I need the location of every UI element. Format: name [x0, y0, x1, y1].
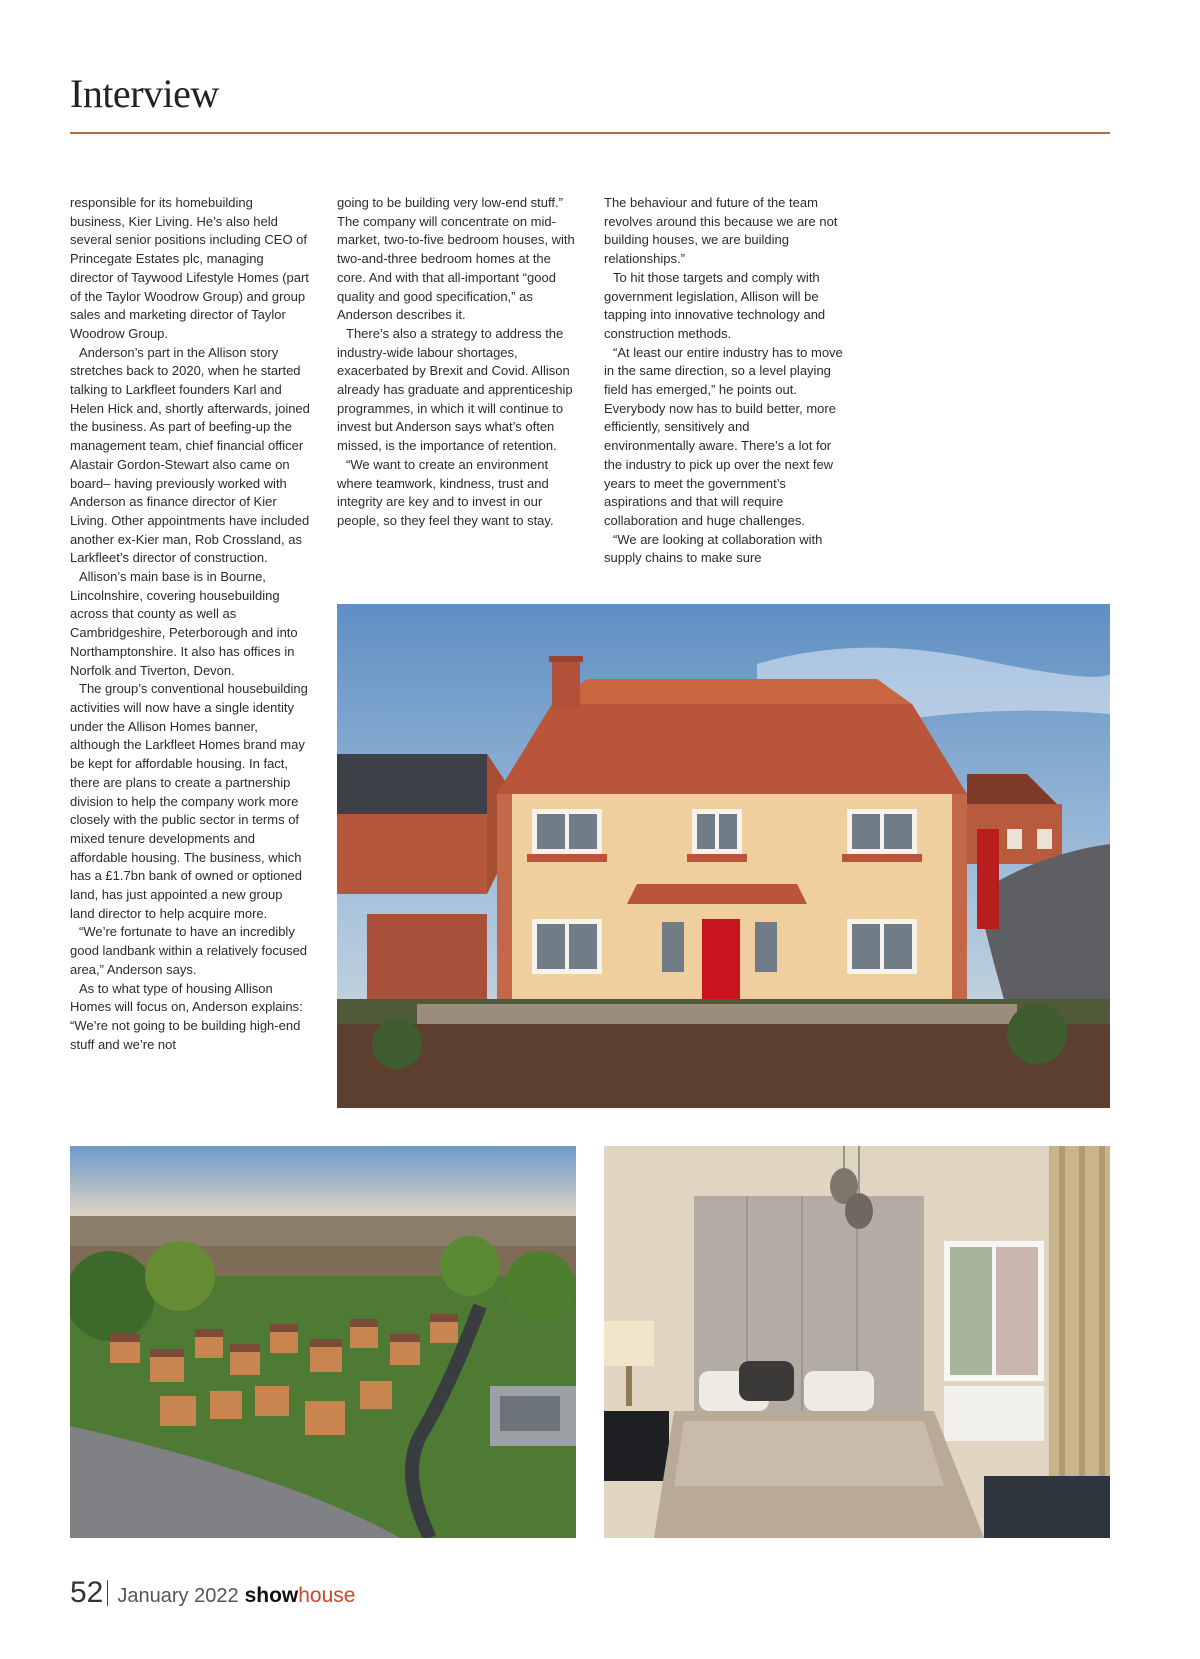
paragraph: As to what type of housing Allison Homes will focus on, Anderson explains: “We’re not going to be building high-end stuff and we’re not	[70, 980, 303, 1052]
page-number: 52	[70, 1576, 104, 1609]
paragraph: Allison’s main base is in Bourne, Lincolnshire, covering housebuilding across that county as well as Cambridgeshire, Peterborough and into Northamptonshire. It also has offices in Norfolk and Tiverton, Devon.	[70, 569, 298, 678]
article-column-2	[337, 194, 577, 531]
paragraph: There’s also a strategy to address the industry-wide labour shortages, exacerbated by Brexit and Covid. Allison already has graduate and apprenticeship programmes, in which it will continue to invest but Anderson says what’s often missed, is the importance of retention.	[337, 325, 573, 454]
article-column-1	[70, 194, 310, 1054]
header-rule	[70, 132, 1110, 134]
paragraph: To hit those targets and comply with government legislation, Allison will be tapping into innovative technology and construction methods.	[604, 269, 826, 341]
footer-divider	[107, 1580, 108, 1606]
page-footer	[70, 1576, 355, 1610]
paragraph: “We’re fortunate to have an incredibly good landbank within a relatively focused area,” Anderson says.	[70, 924, 308, 977]
paragraph: The group’s conventional housebuilding activities will now have a single identity under the Allison Homes banner, although the Larkfleet Homes brand may be kept for affordable housing. In fact, there are plans to create a partnership division to help the company work more closely with the public sector in terms of mixed tenure developments and affordable housing. The business, which has a £1.7bn bank of owned or optioned land, has just appointed a new group land director to help acquire more.	[70, 681, 308, 921]
magazine-logo-show: show	[244, 1584, 299, 1607]
section-title: Interview	[70, 71, 219, 116]
show-home-photo	[337, 604, 1110, 1108]
paragraph: “We want to create an environment where teamwork, kindness, trust and integrity are key and to invest in our people, so they feel they want to stay.	[337, 456, 554, 528]
paragraph: responsible for its homebuilding business, Kier Living. He’s also held several senior positions including CEO of Princegate Estates plc, managing director of Taywood Lifestyle Homes (part of the Taylor Woodrow Group) and group sales and marketing director of Taylor Woodrow Group.	[70, 195, 309, 341]
bedroom-interior-photo	[604, 1146, 1110, 1538]
paragraph: The behaviour and future of the team revolves around this because we are not building houses, we are building relationships.”	[604, 195, 838, 267]
issue-date: January 2022	[117, 1585, 239, 1607]
magazine-logo-house: house	[298, 1584, 356, 1607]
aerial-development-photo	[70, 1146, 576, 1538]
paragraph: Anderson’s part in the Allison story stretches back to 2020, when he started talking to Larkfleet founders Karl and Helen Hick and, shortly afterwards, joined the business. As part of beefing-up the management team, chief financial officer Alastair Gordon-Stewart also came on board– having previously worked with Anderson as finance director of Kier Living. Other appointments have included another ex-Kier man, Rob Crossland, as Larkfleet’s director of construction.	[70, 344, 310, 566]
paragraph: going to be building very low-end stuff.” The company will concentrate on mid-market, two-to-five bedroom houses, with two-and-three bedroom homes at the core. And with that all-important “good quality and good specification,” as Anderson describes it.	[337, 195, 575, 323]
paragraph: “We are looking at collaboration with supply chains to make sure	[604, 531, 823, 566]
article-column-3	[604, 194, 844, 568]
paragraph: “At least our entire industry has to move in the same direction, so a level playing field has emerged,” he points out. Everybody now has to build better, more efficiently, sensitively and environmentally aware. There’s a lot for the industry to pick up over the next few years to meet the government’s aspirations and that will require collaboration and huge challenges.	[604, 344, 843, 528]
